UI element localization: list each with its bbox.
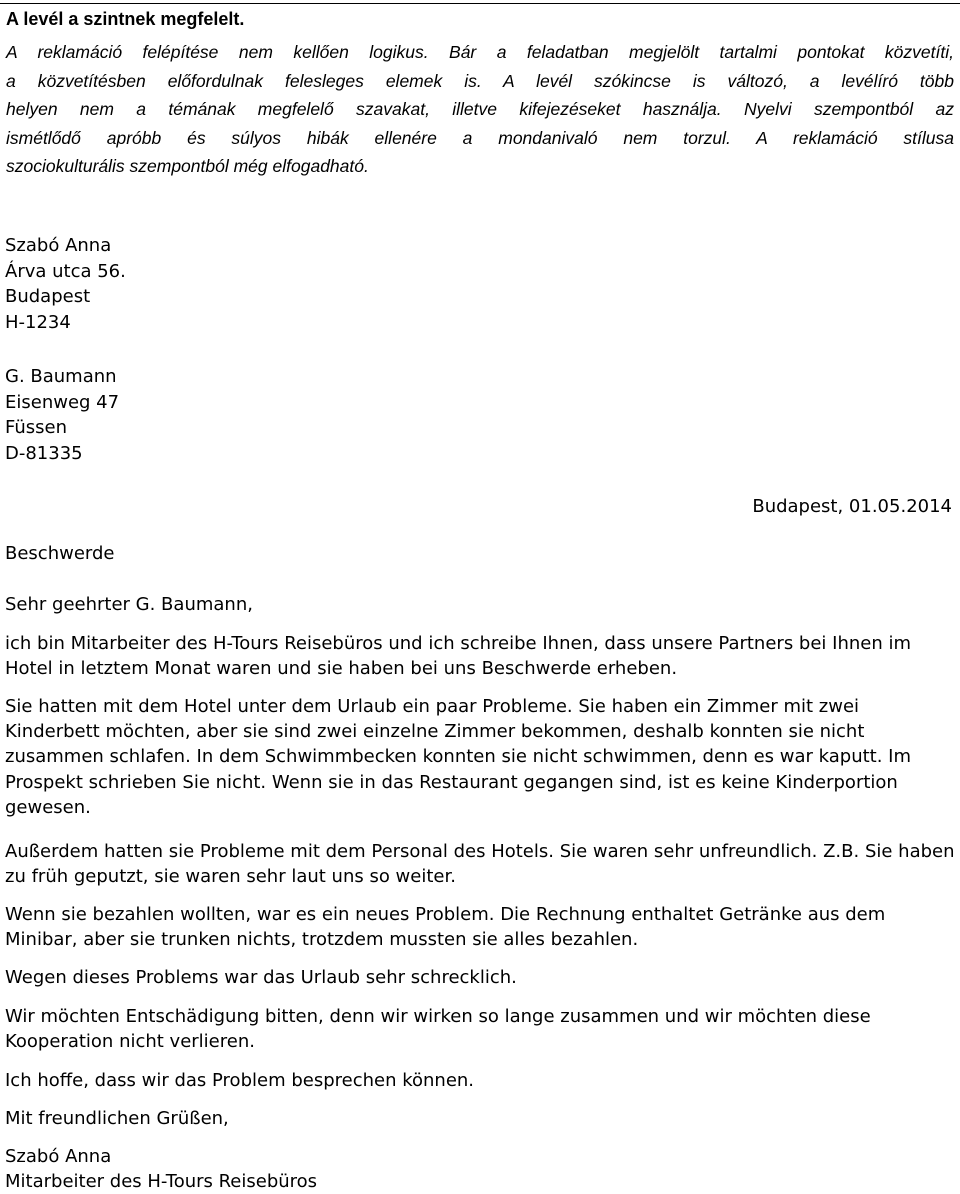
recipient-name: G. Baumann [5,366,117,387]
letter-paragraph: Wegen dieses Problems war das Urlaub sehr schrecklich. [5,967,517,988]
sender-address [5,233,126,335]
sender-name: Szabó Anna [5,235,112,256]
assessment-heading: A levél a szintnek megfelelt. [6,9,245,29]
assessment-line: szociokulturális szempontból még elfogadható. [6,156,369,176]
recipient-street: Eisenweg 47 [5,391,120,413]
recipient-city: Füssen [5,417,68,438]
assessment-line: ismétlődő apróbb és súlyos hibák ellenére a mondanivaló nem torzul. A reklamáció stílusa [6,127,954,148]
sender-postcode: H-1234 [5,311,71,333]
letter-paragraph: ich bin Mitarbeiter des H-Tours Reisebüros und ich schreibe Ihnen, dass unsere Partners bei Ihnen im Hotel in letztem Monat waren und sie haben bei uns Beschwerde erheben. [5,633,912,680]
sender-street: Árva utca 56. [5,260,126,282]
letter-salutation: Sehr geehrter G. Baumann, [5,594,253,615]
assessment-line: a közvetítésben előfordulnak felesleges elemek is. A levél szókincse is változó, a levélíró több [6,70,954,91]
top-rule [0,3,960,4]
letter-paragraph: Wir möchten Entschädigung bitten, denn wir wirken so lange zusammen und wir möchten diese Kooperation nicht verlieren. [5,1006,871,1053]
letter-subject: Beschwerde [5,543,115,564]
closing-title: Mitarbeiter des H-Tours Reisebüros [5,1171,318,1192]
letter-paragraph: Wenn sie bezahlen wollten, war es ein neues Problem. Die Rechnung enthaltet Getränke aus dem Minibar, aber sie trunken nichts, trotzdem mussten sie alles bezahlen. [5,904,886,951]
assessment-line: helyen nem a témának megfelelő szavakat, illetve kifejezéseket használja. Nyelvi szempontból az [6,99,954,119]
closing-greeting: Mit freundlichen Grüßen, [5,1108,229,1129]
letter-date: Budapest, 01.05.2014 [752,496,952,517]
sender-city: Budapest [5,286,91,307]
assessment-line: A reklamáció felépítése nem kellően logikus. Bár a feladatban megjelölt tartalmi pontokat közvetíti, [6,42,954,62]
closing-name: Szabó Anna [5,1146,112,1167]
recipient-postcode: D-81335 [5,442,83,464]
letter-paragraph: Außerdem hatten sie Probleme mit dem Personal des Hotels. Sie waren sehr unfreundlich. Z.B. Sie haben zu früh geputzt, sie waren sehr laut uns so weiter. [5,841,955,888]
recipient-address [5,364,119,466]
letter-paragraph: Sie hatten mit dem Hotel unter dem Urlaub ein paar Probleme. Sie haben ein Zimmer mit zwei Kinderbett möchten, aber sie sind zwei einzelne Zimmer bekommen, deshalb konnten sie nicht zusammen schlafen. In dem Schwimmbecken konnten sie nicht schwimmen, denn es war kaputt. Im Prospekt schrieben Sie nicht. Wenn sie in das Restaurant gegangen sind, ist es keine Kinderportion gewesen. [5,696,912,818]
assessment-text [6,38,954,181]
letter-paragraph: Ich hoffe, dass wir das Problem besprechen können. [5,1070,475,1091]
